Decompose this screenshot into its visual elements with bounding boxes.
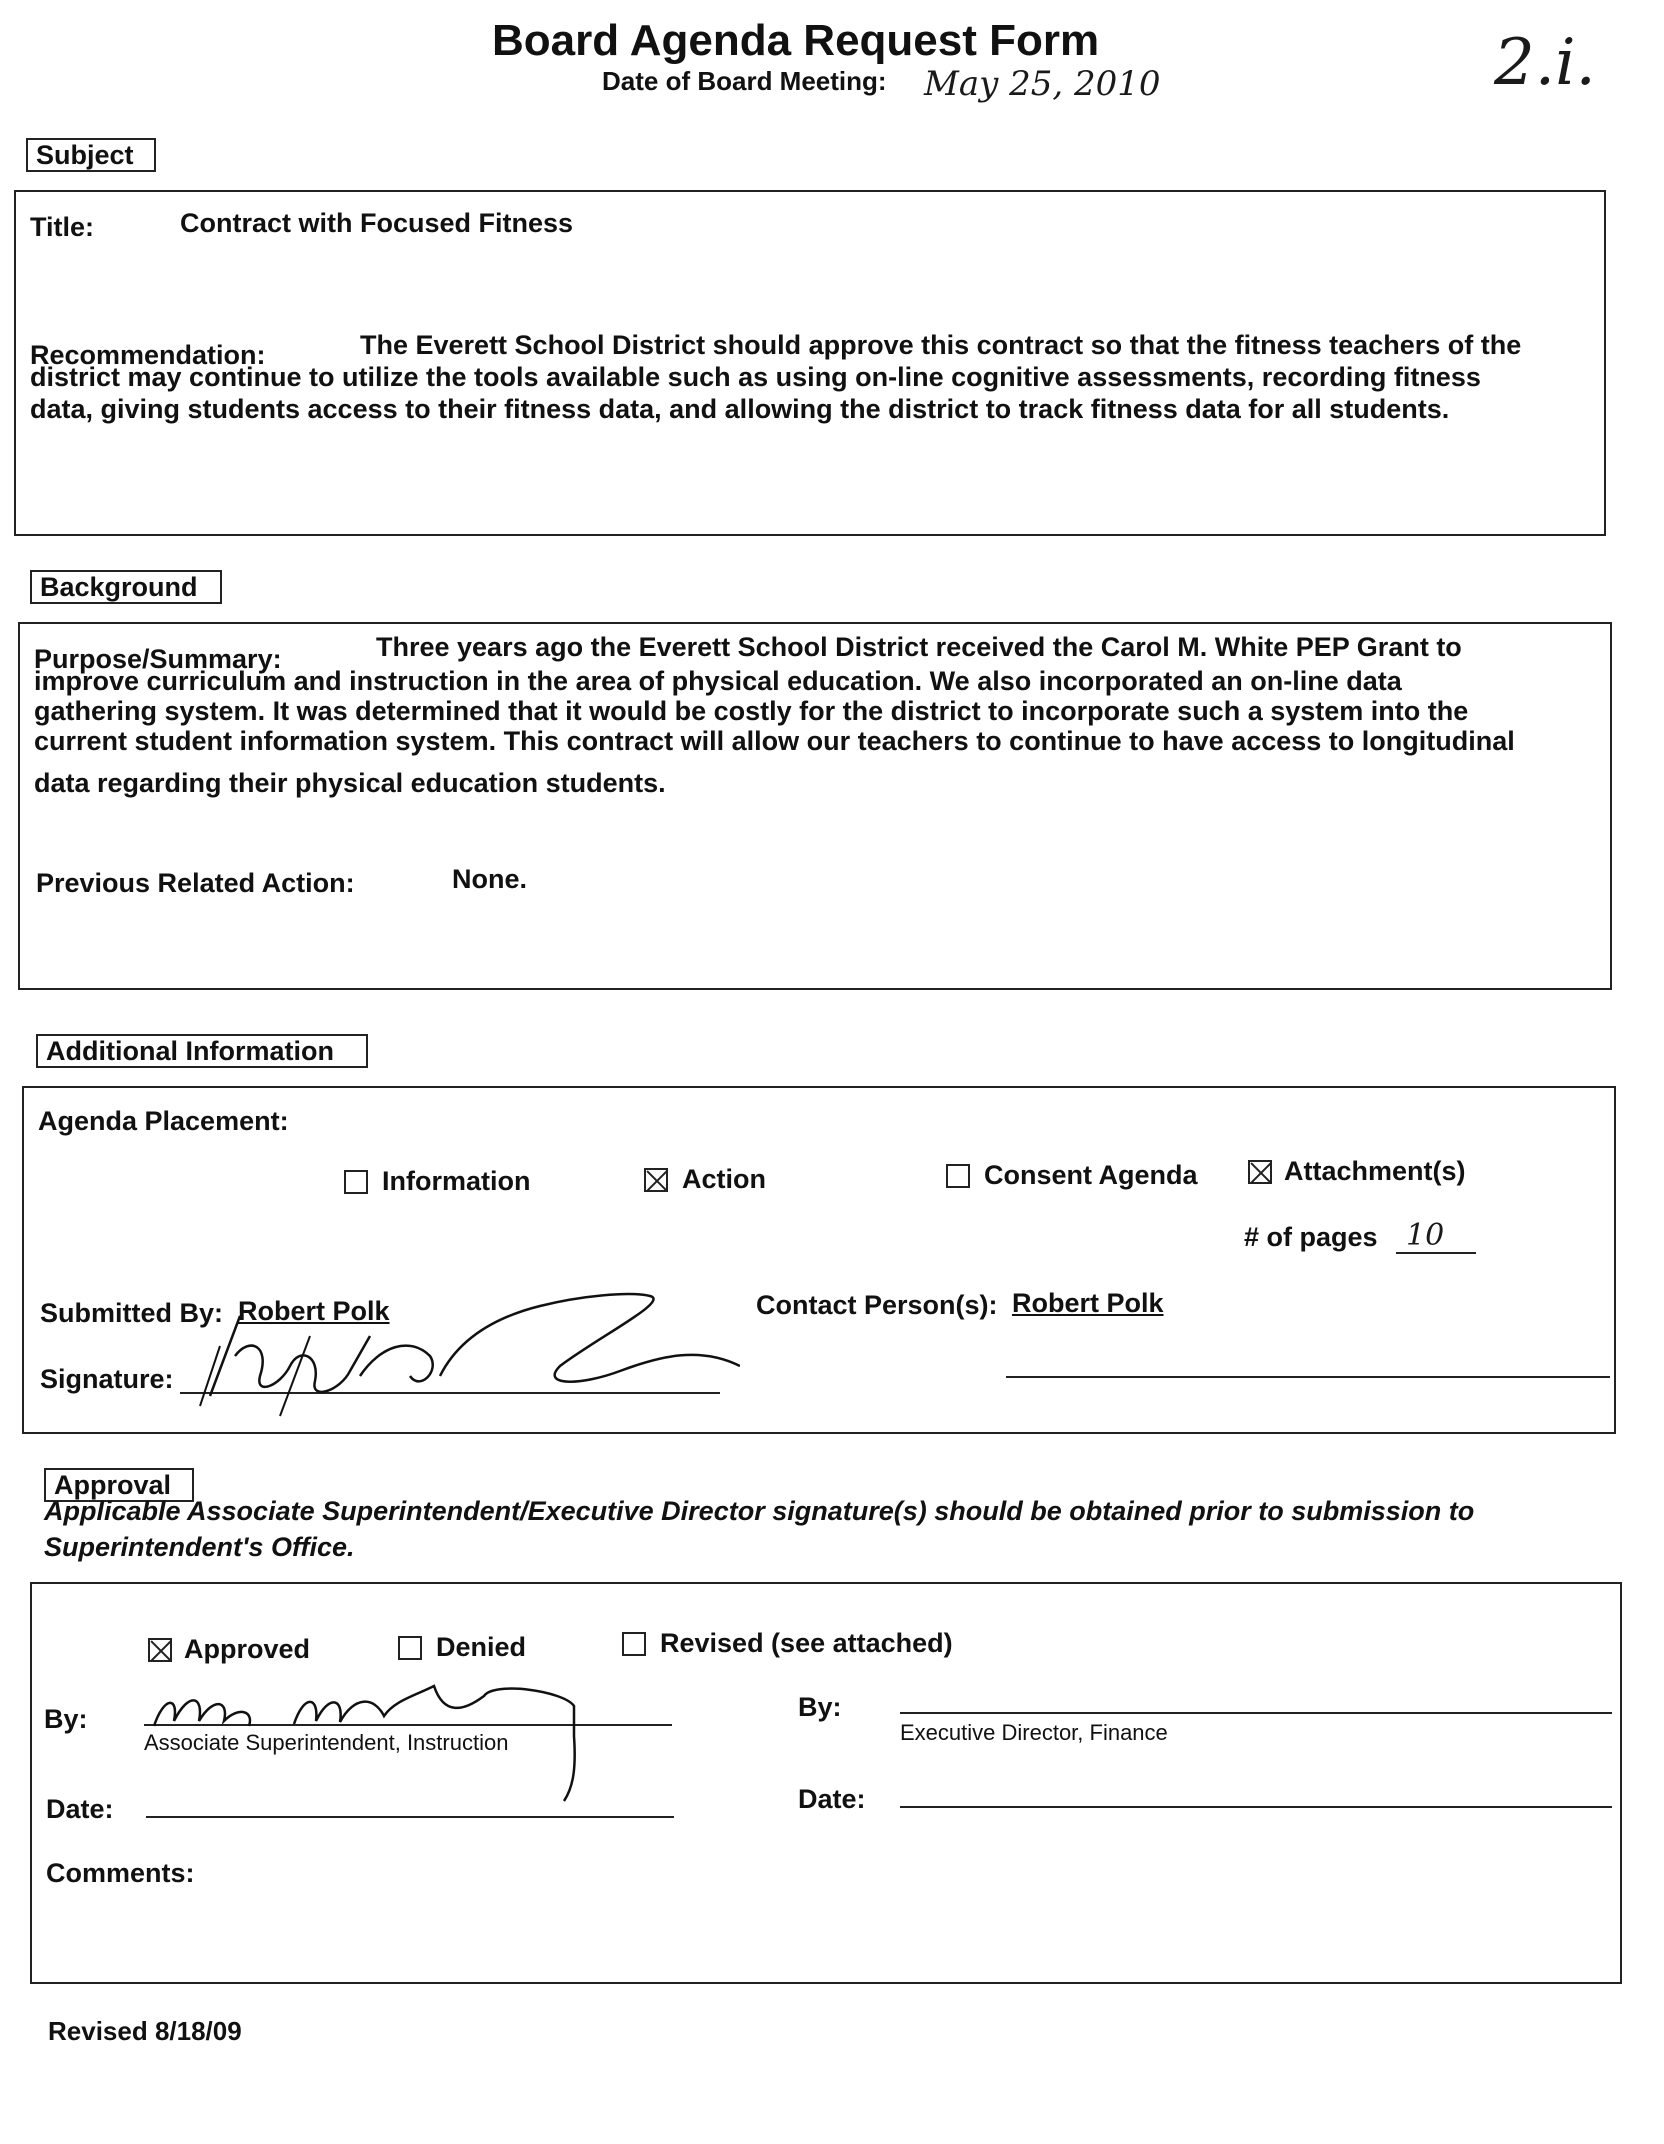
- approved-checkbox[interactable]: [148, 1638, 172, 1662]
- purpose-line5: data regarding their physical education students.: [34, 768, 666, 798]
- title-label: Title:: [30, 212, 95, 242]
- form-title: Board Agenda Request Form: [492, 16, 1100, 65]
- approval-note-line2: Superintendent's Office.: [44, 1532, 355, 1562]
- background-section-label: Background: [30, 570, 222, 604]
- recommendation-line3: data, giving students access to their fitness data, and allowing the district to track fitness data for all students.: [30, 394, 1450, 424]
- denied-label: Denied: [436, 1632, 527, 1662]
- previous-action-value: None.: [452, 864, 528, 894]
- date-label-right: Date:: [798, 1784, 866, 1814]
- submitted-by-value: Robert Polk: [238, 1296, 390, 1326]
- recommendation-line2: district may continue to utilize the tools available such as using on-line cognitive assessments, recording fitness: [30, 362, 1481, 392]
- approver-signature-scribble: [144, 1676, 584, 1806]
- action-checkbox[interactable]: [644, 1168, 668, 1192]
- revised-label: Revised (see attached): [660, 1628, 953, 1658]
- purpose-line3: gathering system. It was determined that it would be costly for the district to incorporate such a system into the: [34, 696, 1469, 726]
- by-line-right: [900, 1712, 1612, 1714]
- assoc-superintendent-title: Associate Superintendent, Instruction: [144, 1730, 509, 1755]
- contact-signature-line: [1006, 1376, 1610, 1378]
- item-number: 2.i.: [1494, 26, 1596, 100]
- approved-label: Approved: [184, 1634, 311, 1664]
- agenda-placement-label: Agenda Placement:: [38, 1106, 289, 1136]
- denied-checkbox[interactable]: [398, 1636, 422, 1660]
- submitted-by-label: Submitted By:: [40, 1298, 224, 1328]
- contact-person-label: Contact Person(s):: [756, 1290, 998, 1320]
- approval-note-line1: Applicable Associate Superintendent/Executive Director signature(s) should be obtained prior to submission to: [44, 1496, 1475, 1526]
- recommendation-label: Recommendation:: [30, 340, 266, 370]
- by-label-left: By:: [44, 1704, 88, 1734]
- subject-section-label: Subject: [26, 138, 156, 172]
- title-value: Contract with Focused Fitness: [180, 208, 574, 238]
- approval-section-label: Approval: [44, 1468, 194, 1502]
- purpose-line4: current student information system. This contract will allow our teachers to continue to have access to longitudinal: [34, 726, 1515, 756]
- signature-label: Signature:: [40, 1364, 174, 1394]
- purpose-line1: Three years ago the Everett School District received the Carol M. White PEP Grant to: [376, 632, 1462, 662]
- action-label: Action: [682, 1164, 766, 1194]
- purpose-label: Purpose/Summary:: [34, 644, 282, 674]
- signature-scribble: [180, 1276, 740, 1426]
- consent-agenda-checkbox[interactable]: [946, 1164, 970, 1188]
- meeting-date-label: Date of Board Meeting:: [602, 66, 887, 96]
- date-line-right: [900, 1806, 1612, 1808]
- pages-value: 10: [1406, 1218, 1445, 1253]
- attachments-label: Attachment(s): [1284, 1156, 1466, 1186]
- pages-label: # of pages: [1244, 1222, 1378, 1252]
- information-label: Information: [382, 1166, 531, 1196]
- exec-director-title: Executive Director, Finance: [900, 1720, 1168, 1745]
- additional-section-label: Additional Information: [36, 1034, 368, 1068]
- purpose-line2: improve curriculum and instruction in the area of physical education. We also incorporated an on-line data: [34, 666, 1402, 696]
- date-line-left: [146, 1816, 674, 1818]
- revised-date: Revised 8/18/09: [48, 2016, 242, 2046]
- attachments-checkbox[interactable]: [1248, 1160, 1272, 1184]
- recommendation-line1: The Everett School District should approve this contract so that the fitness teachers of the: [360, 330, 1522, 360]
- previous-action-label: Previous Related Action:: [36, 868, 355, 898]
- information-checkbox[interactable]: [344, 1170, 368, 1194]
- revised-checkbox[interactable]: [622, 1632, 646, 1656]
- date-label-left: Date:: [46, 1794, 114, 1824]
- contact-person-value: Robert Polk: [1012, 1288, 1164, 1318]
- consent-agenda-label: Consent Agenda: [984, 1160, 1198, 1190]
- meeting-date-value: May 25, 2010: [924, 64, 1161, 104]
- by-label-right: By:: [798, 1692, 842, 1722]
- comments-label: Comments:: [46, 1858, 195, 1888]
